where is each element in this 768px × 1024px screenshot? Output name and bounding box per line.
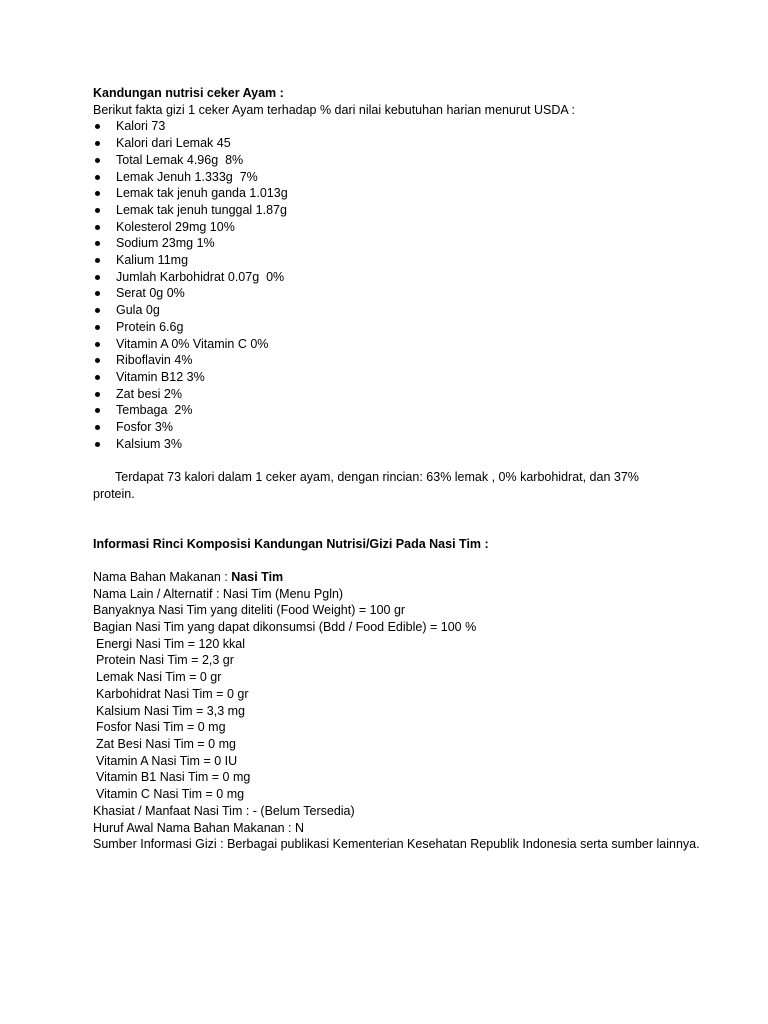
list-item: Riboflavin 4% bbox=[93, 352, 713, 369]
bullet-icon bbox=[95, 325, 100, 330]
summary-paragraph-ceker: Terdapat 73 kalori dalam 1 ceker ayam, dengan rincian: 63% lemak , 0% karbohidrat, dan 37% protein. bbox=[93, 470, 639, 501]
list-item: Kalori 73 bbox=[93, 118, 713, 135]
huruf-awal-line: Huruf Awal Nama Bahan Makanan : N bbox=[93, 820, 304, 835]
nutrient-line: Kalsium Nasi Tim = 3,3 mg bbox=[96, 703, 246, 718]
list-item: Gula 0g bbox=[93, 302, 713, 319]
nutrient-line: Vitamin C Nasi Tim = 0 mg bbox=[96, 787, 245, 802]
food-name-value: Nasi Tim bbox=[231, 569, 284, 584]
nutrient-line: Energi Nasi Tim = 120 kkal bbox=[96, 636, 246, 651]
nutrient-line: Lemak Nasi Tim = 0 gr bbox=[96, 670, 222, 685]
info-line: Banyaknya Nasi Tim yang diteliti (Food Weight) = 100 gr bbox=[93, 603, 406, 618]
bullet-icon bbox=[95, 375, 100, 380]
list-item: Kalori dari Lemak 45 bbox=[93, 135, 713, 152]
list-item: Sodium 23mg 1% bbox=[93, 235, 713, 252]
bullet-icon bbox=[95, 275, 100, 280]
list-item: Kolesterol 29mg 10% bbox=[93, 219, 713, 236]
sumber-line: Sumber Informasi Gizi : Berbagai publikasi Kementerian Kesehatan Republik Indonesia serta sumber lainnya. bbox=[93, 837, 700, 852]
bullet-icon bbox=[95, 358, 100, 363]
list-item: Jumlah Karbohidrat 0.07g 0% bbox=[93, 269, 713, 286]
bullet-icon bbox=[95, 158, 100, 163]
list-item: Lemak tak jenuh ganda 1.013g bbox=[93, 185, 713, 202]
bullet-icon bbox=[95, 425, 100, 430]
nutrient-line: Vitamin B1 Nasi Tim = 0 mg bbox=[96, 770, 251, 785]
bullet-icon bbox=[95, 342, 100, 347]
nutrient-line: Zat Besi Nasi Tim = 0 mg bbox=[96, 736, 236, 751]
list-item: Vitamin A 0% Vitamin C 0% bbox=[93, 336, 713, 353]
list-item: Kalsium 3% bbox=[93, 436, 713, 453]
info-line: Nama Lain / Alternatif : Nasi Tim (Menu Pgln) bbox=[93, 586, 344, 601]
bullet-icon bbox=[95, 225, 100, 230]
food-name-line bbox=[93, 569, 713, 586]
bullet-icon bbox=[95, 191, 100, 196]
bullet-icon bbox=[95, 291, 100, 296]
list-item: Vitamin B12 3% bbox=[93, 369, 713, 386]
nutrient-line: Fosfor Nasi Tim = 0 mg bbox=[96, 720, 226, 735]
info-line: Bagian Nasi Tim yang dapat dikonsumsi (Bdd / Food Edible) = 100 % bbox=[93, 620, 477, 635]
nutrient-line: Karbohidrat Nasi Tim = 0 gr bbox=[96, 686, 249, 701]
bullet-icon bbox=[95, 442, 100, 447]
document-body bbox=[93, 85, 713, 853]
bullet-icon bbox=[95, 124, 100, 129]
list-item: Fosfor 3% bbox=[93, 419, 713, 436]
section-spacer bbox=[93, 503, 713, 536]
list-item: Kalium 11mg bbox=[93, 252, 713, 269]
section-spacer bbox=[93, 552, 713, 569]
list-item: Lemak tak jenuh tunggal 1.87g bbox=[93, 202, 713, 219]
food-name-label: Nama Bahan Makanan : bbox=[93, 569, 232, 584]
list-item: Serat 0g 0% bbox=[93, 285, 713, 302]
bullet-icon bbox=[95, 141, 100, 146]
bullet-icon bbox=[95, 408, 100, 413]
nutrition-list-ceker bbox=[93, 118, 713, 452]
bullet-icon bbox=[95, 208, 100, 213]
bullet-icon bbox=[95, 308, 100, 313]
list-item: Lemak Jenuh 1.333g 7% bbox=[93, 169, 713, 186]
bullet-icon bbox=[95, 175, 100, 180]
section-intro-ceker: Berikut fakta gizi 1 ceker Ayam terhadap % dari nilai kebutuhan harian menurut USDA : bbox=[93, 102, 575, 117]
khasiat-line: Khasiat / Manfaat Nasi Tim : - (Belum Tersedia) bbox=[93, 803, 355, 818]
nutrient-line: Protein Nasi Tim = 2,3 gr bbox=[96, 653, 234, 668]
bullet-icon bbox=[95, 258, 100, 263]
list-item: Protein 6.6g bbox=[93, 319, 713, 336]
list-item: Zat besi 2% bbox=[93, 386, 713, 403]
list-item: Total Lemak 4.96g 8% bbox=[93, 152, 713, 169]
list-item: Tembaga 2% bbox=[93, 402, 713, 419]
nutrient-line: Vitamin A Nasi Tim = 0 IU bbox=[96, 753, 238, 768]
bullet-icon bbox=[95, 392, 100, 397]
bullet-icon bbox=[95, 241, 100, 246]
section-title-nasi-tim: Informasi Rinci Komposisi Kandungan Nutrisi/Gizi Pada Nasi Tim : bbox=[93, 536, 489, 551]
section-title-ceker: Kandungan nutrisi ceker Ayam : bbox=[93, 86, 284, 100]
